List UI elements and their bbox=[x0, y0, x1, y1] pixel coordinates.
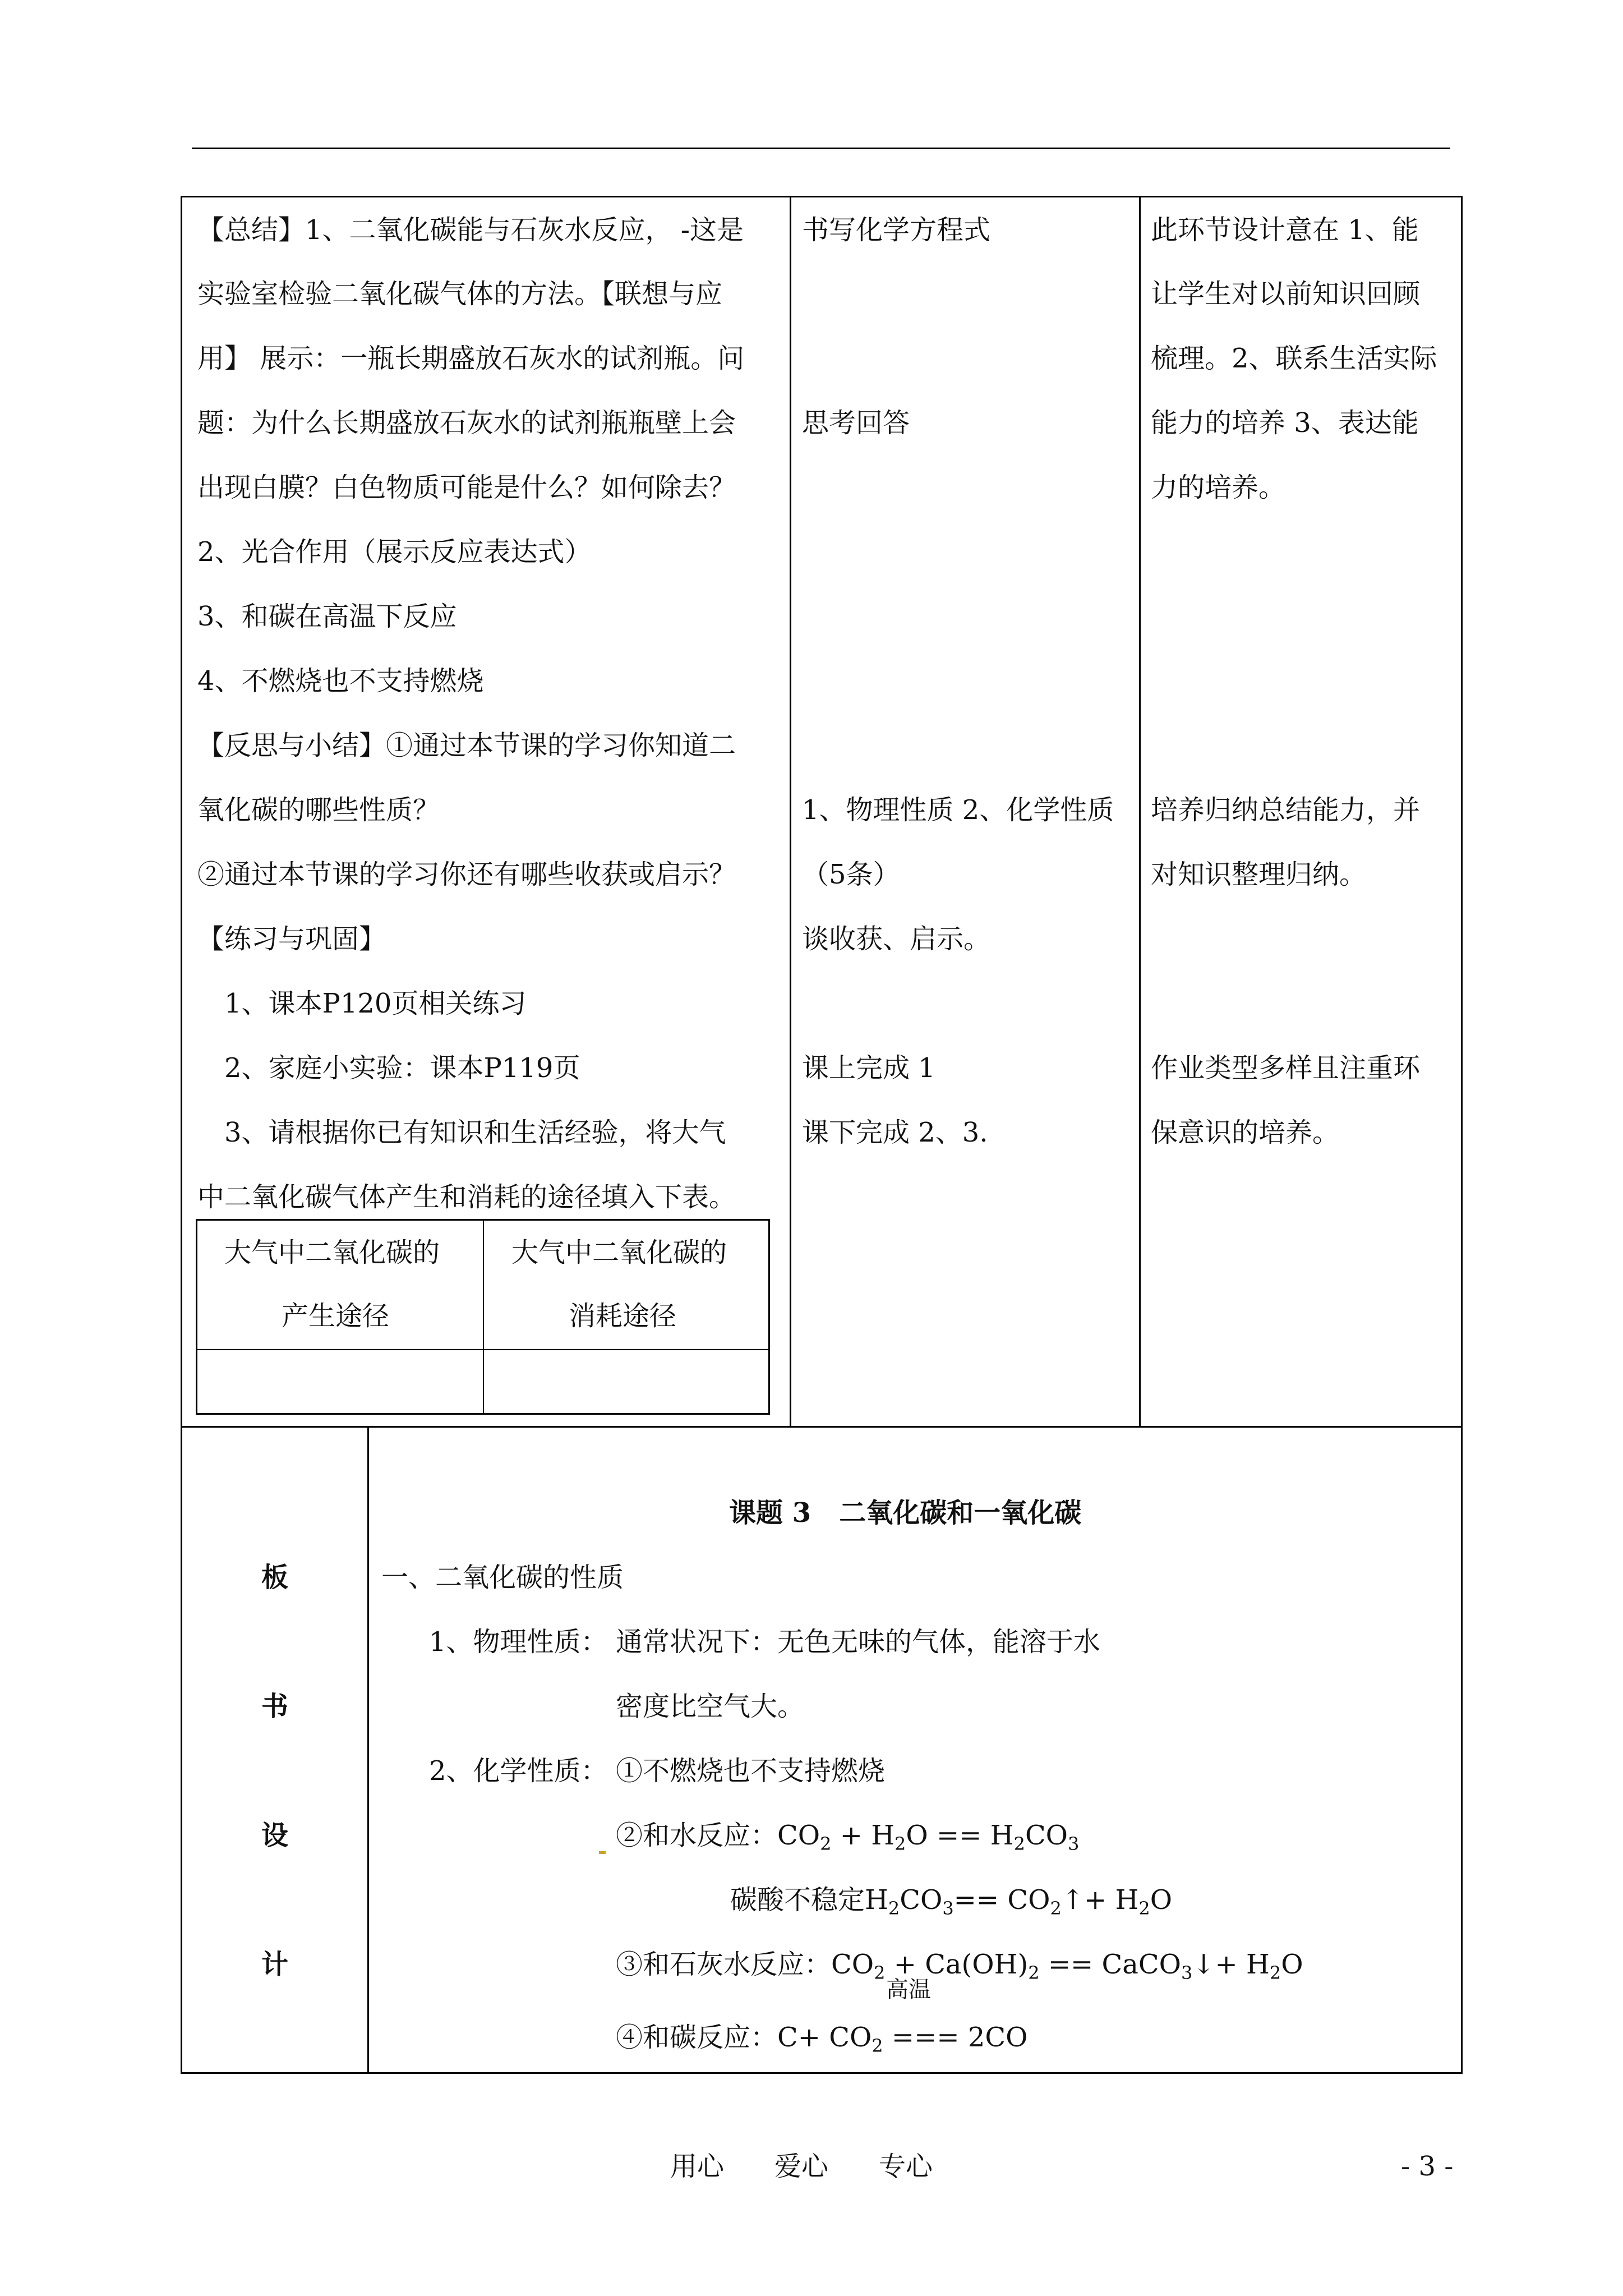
motto-2: 爱心 bbox=[774, 2151, 829, 2182]
after-class-text: 课下完成 2、3. bbox=[802, 1117, 988, 1148]
page-number: - 3 - bbox=[1401, 2151, 1454, 2182]
high-temp-condition: 高温 bbox=[886, 1977, 931, 2003]
table-top-border bbox=[181, 196, 1463, 197]
board-label-char-1: 板 bbox=[261, 1562, 289, 1593]
practice-item-1: 1、课本P120页相关练习 bbox=[224, 988, 527, 1019]
write-equation-text: 书写化学方程式 bbox=[802, 214, 991, 246]
physical-line-2: 密度比空气大。 bbox=[616, 1691, 805, 1722]
table-left-border bbox=[181, 196, 182, 2074]
lesson-title: 课题 3 二氧化碳和一氧化碳 bbox=[729, 1497, 1082, 1529]
limewater-reaction-label: ③和石灰水反应： bbox=[616, 1949, 832, 1980]
summary-line-1: 【总结】1、二氧化碳能与石灰水反应， -这是 bbox=[197, 214, 744, 246]
carbon-reaction-equation: $C+ CO_2$ === 2CO bbox=[777, 2022, 1028, 2056]
design-line-2: 让学生对以前知识回顾 bbox=[1151, 278, 1421, 310]
motto-1: 用心 bbox=[670, 2151, 725, 2182]
practice-heading: 【练习与巩固】 bbox=[197, 923, 386, 955]
reflect-line-3: ②通过本节课的学习你还有哪些收获或启示？ bbox=[197, 859, 736, 890]
inner-header-consume-1: 大气中二氧化碳的 bbox=[511, 1237, 727, 1268]
table-right-border bbox=[1461, 196, 1463, 2074]
inner-table-left bbox=[196, 1219, 197, 1415]
inner-header-produce-2: 产生途径 bbox=[282, 1300, 390, 1332]
reflect-line-2: 氧化碳的哪些性质？ bbox=[197, 794, 440, 826]
summary-line-5: 出现白膜？白色物质可能是什么？如何除去？ bbox=[197, 472, 736, 503]
water-reaction-equation: $CO_2 + H_2O == H_2CO_3$ bbox=[777, 1820, 1080, 1855]
motto-3: 专心 bbox=[879, 2151, 933, 2182]
talk-gains-text: 谈收获、启示。 bbox=[802, 923, 991, 955]
practice-item-2: 2、家庭小实验：课本P119页 bbox=[224, 1052, 580, 1084]
practice-item-3-cont: 中二氧化碳气体产生和消耗的途径填入下表。 bbox=[197, 1181, 736, 1213]
section-co2-properties: 一、二氧化碳的性质 bbox=[381, 1562, 624, 1593]
limewater-reaction-equation: $CO_2 + Ca(OH)_2$ == CaCO$_3$↓+ $H_2O$ bbox=[831, 1949, 1303, 1984]
inner-table-right bbox=[768, 1219, 770, 1415]
carbon-reaction-label: ④和碳反应： bbox=[616, 2022, 778, 2053]
design-line-3: 梳理。2、联系生活实际 bbox=[1151, 343, 1437, 374]
water-reaction-label: ②和水反应： bbox=[616, 1820, 778, 1851]
practice-item-3: 3、请根据你已有知识和生活经验，将大气 bbox=[224, 1117, 726, 1148]
inner-header-produce-1: 大气中二氧化碳的 bbox=[224, 1237, 440, 1268]
board-label-divider bbox=[367, 1426, 369, 2073]
table-bottom-border bbox=[181, 2072, 1463, 2074]
board-label-char-3: 设 bbox=[261, 1820, 289, 1851]
inner-table-center bbox=[483, 1219, 484, 1415]
summary-intent-line-1: 培养归纳总结能力，并 bbox=[1151, 794, 1421, 826]
board-label-char-2: 书 bbox=[261, 1691, 289, 1722]
chemical-line-2 bbox=[616, 1819, 1080, 1855]
properties-text: 1、物理性质 2、化学性质 bbox=[802, 794, 1114, 826]
summary-line-4: 题：为什么长期盛放石灰水的试剂瓶瓶壁上会 bbox=[197, 407, 736, 439]
physical-line-1: 通常状况下：无色无味的气体，能溶于水 bbox=[616, 1626, 1101, 1658]
chemical-line-4 bbox=[616, 1948, 1303, 1984]
chemical-line-1: ①不燃烧也不支持燃烧 bbox=[616, 1755, 886, 1787]
class-done-text: 课上完成 1 bbox=[802, 1052, 935, 1084]
table-col-divider-2 bbox=[1139, 196, 1141, 1427]
summary-line-3: 用】 展示：一瓶长期盛放石灰水的试剂瓶。问 bbox=[197, 343, 745, 374]
table-col-divider-1 bbox=[790, 196, 791, 1427]
reflect-line-1: 【反思与小结】①通过本节课的学习你知道二 bbox=[197, 730, 736, 761]
table-row-divider bbox=[181, 1426, 1463, 1428]
footer-mottos bbox=[670, 2150, 933, 2183]
stray-mark bbox=[599, 1851, 606, 1854]
summary-line-6: 2、光合作用（展示反应表达式） bbox=[197, 536, 592, 568]
homework-intent-line-2: 保意识的培养。 bbox=[1151, 1117, 1340, 1148]
board-label-char-4: 计 bbox=[261, 1949, 289, 1980]
design-line-5: 力的培养。 bbox=[1151, 472, 1286, 503]
five-items-text: （5条） bbox=[802, 859, 900, 890]
summary-line-2: 实验室检验二氧化碳气体的方法。【联想与应 bbox=[197, 278, 723, 310]
chemical-line-5 bbox=[616, 2021, 1027, 2054]
homework-intent-line-1: 作业类型多样且注重环 bbox=[1151, 1052, 1421, 1084]
carbonic-decompose-equation: $H_2CO_3==$ $CO_2↑+ H_2O$ bbox=[865, 1884, 1173, 1919]
design-line-4: 能力的培养 3、表达能 bbox=[1151, 407, 1419, 439]
carbonic-unstable-label: 碳酸不稳定 bbox=[730, 1884, 865, 1916]
design-line-1: 此环节设计意在 1、能 bbox=[1151, 214, 1419, 246]
header-rule bbox=[192, 148, 1450, 149]
summary-line-8: 4、不燃烧也不支持燃烧 bbox=[197, 665, 484, 697]
physical-label: 1、物理性质： bbox=[429, 1626, 608, 1658]
chemical-label: 2、化学性质： bbox=[429, 1755, 608, 1787]
summary-intent-line-2: 对知识整理归纳。 bbox=[1151, 859, 1367, 890]
chemical-line-3 bbox=[730, 1884, 1173, 1919]
summary-line-7: 3、和碳在高温下反应 bbox=[197, 601, 457, 632]
think-answer-text: 思考回答 bbox=[802, 407, 910, 439]
inner-header-consume-2: 消耗途径 bbox=[569, 1300, 677, 1332]
